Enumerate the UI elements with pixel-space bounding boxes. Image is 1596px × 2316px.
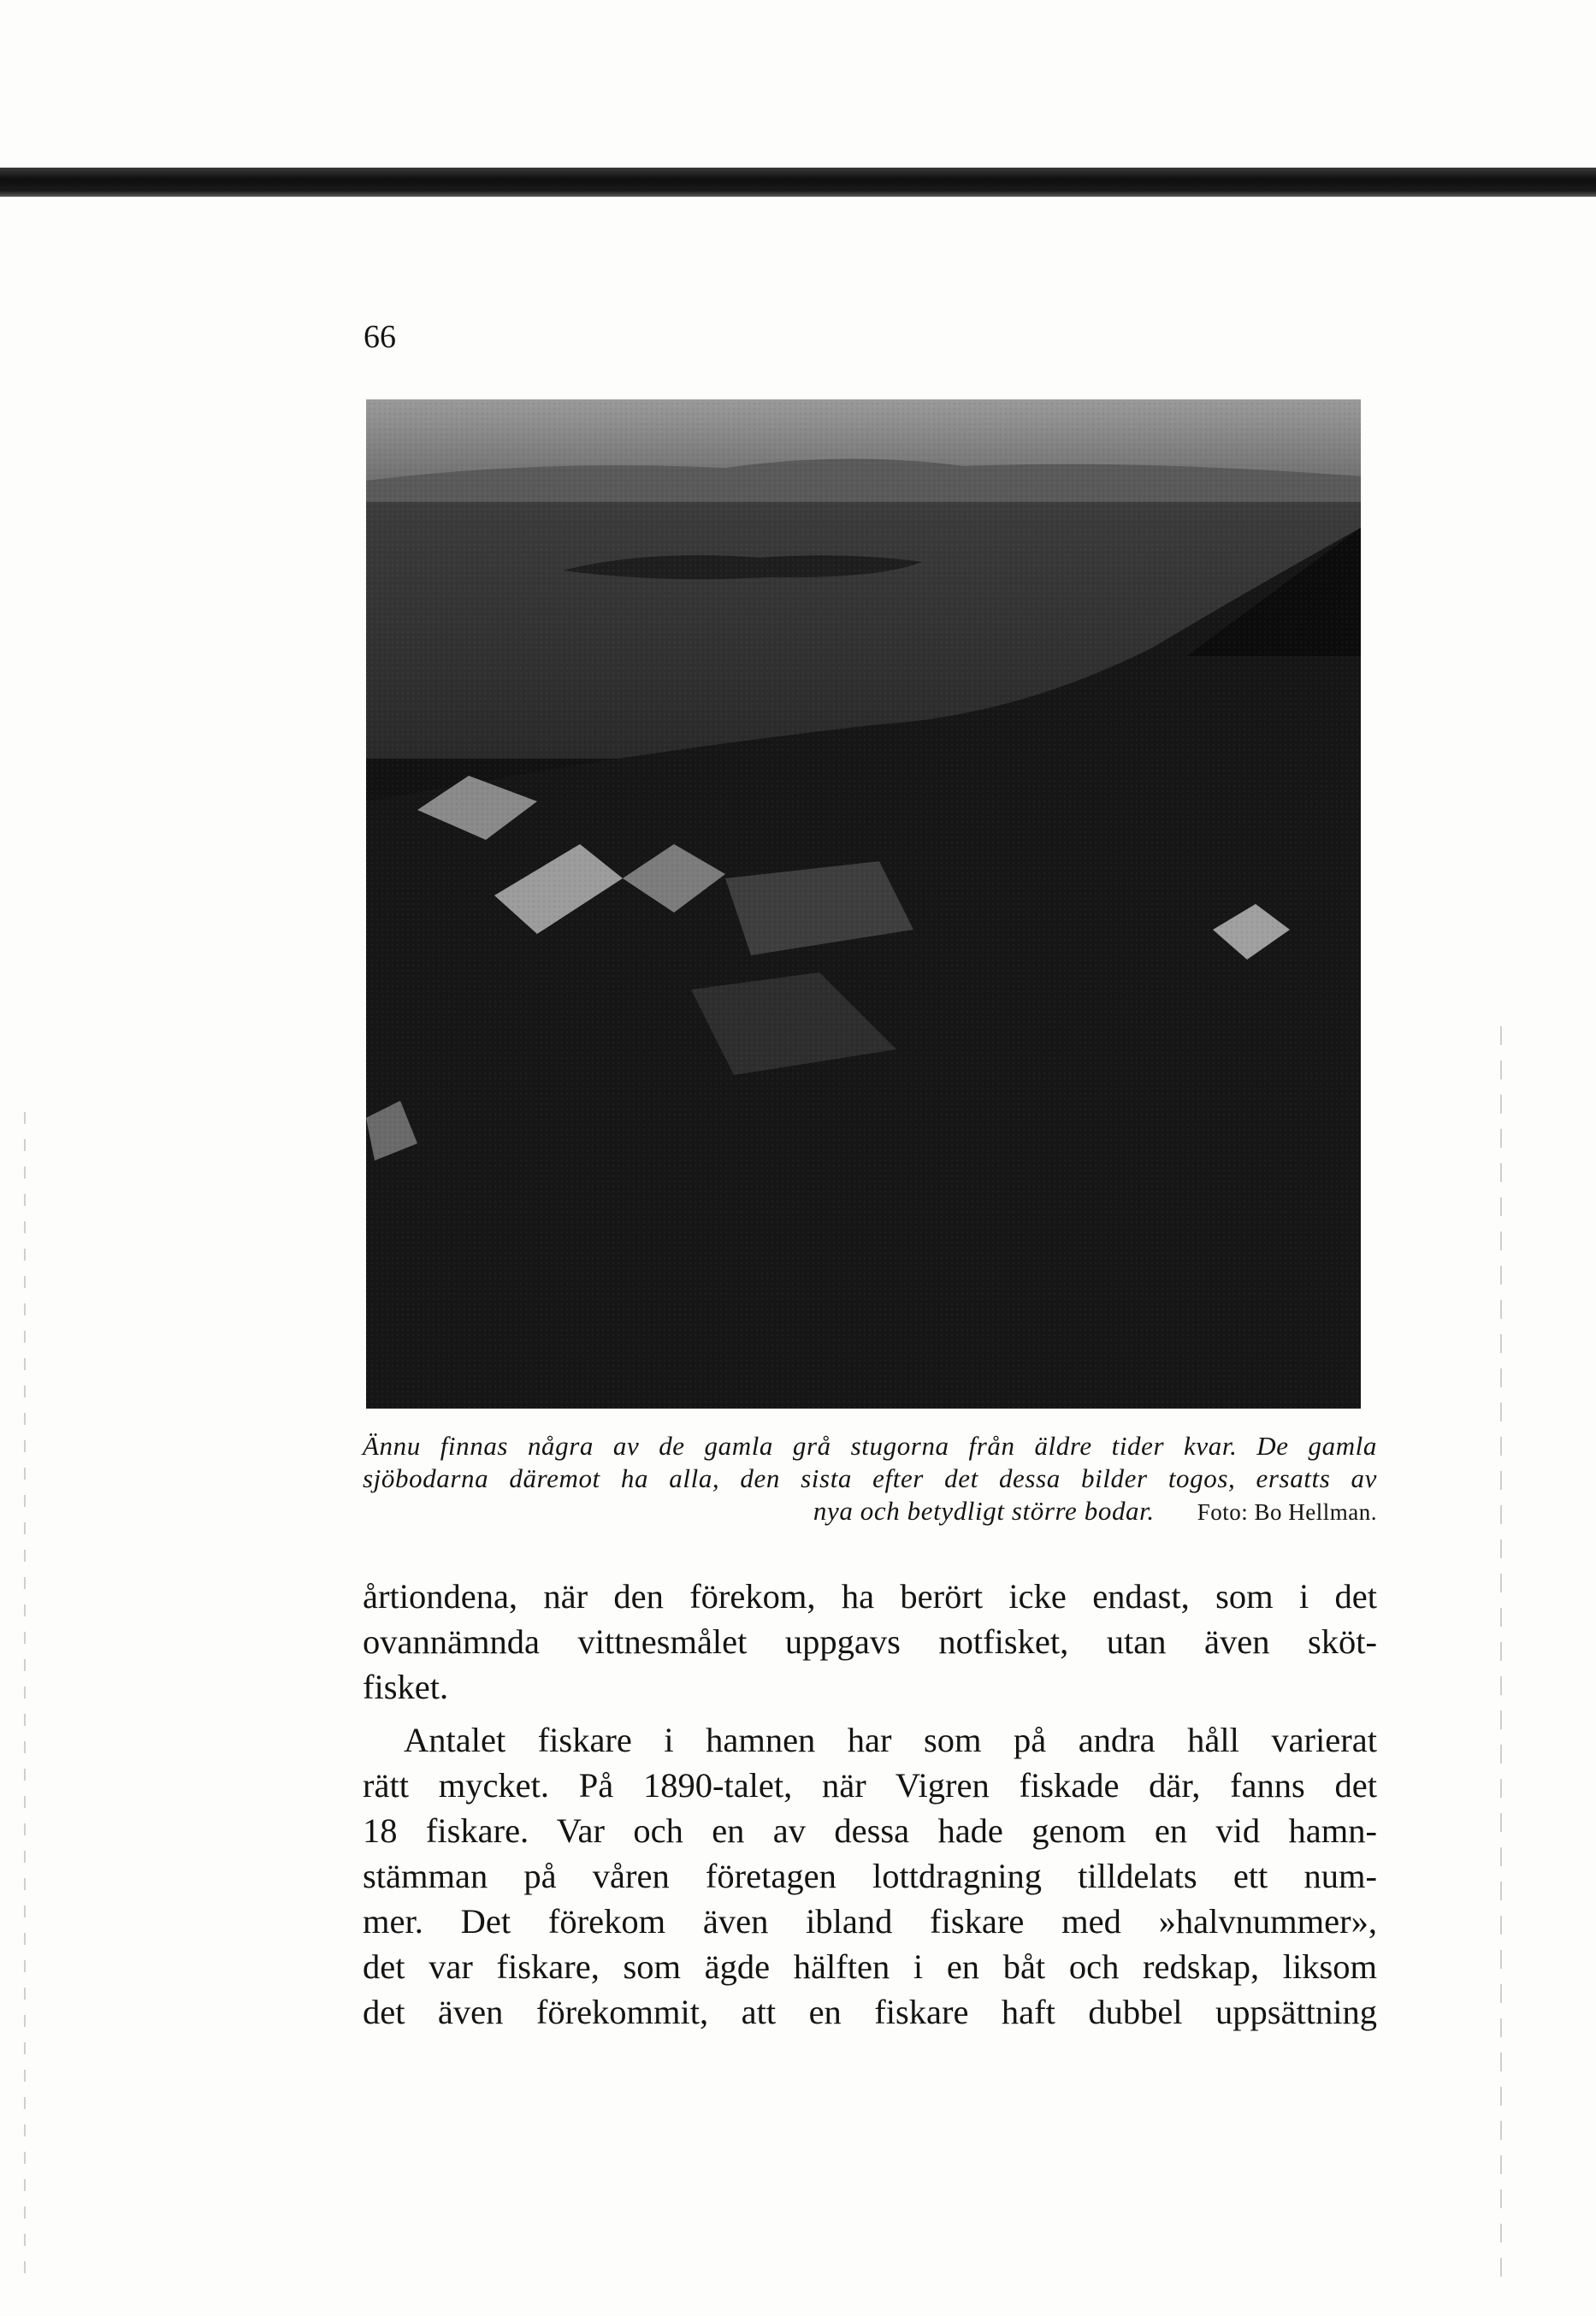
text-line: det var fiskare, som ägde hälften i en båt och redskap, liksom <box>363 1947 1377 1986</box>
photo-credit: Foto: Bo Hellman. <box>1197 1499 1377 1525</box>
caption-line: sjöbodarna däremot ha alla, den sista efter det dessa bilder togos, ersatts av <box>363 1463 1377 1493</box>
text-line: 18 fiskare. Var och en av dessa hade genom en vid hamn- <box>363 1811 1377 1850</box>
text-line: mer. Det förekom även ibland fiskare med »halvnummer», <box>363 1902 1377 1941</box>
photo-illustration <box>366 399 1361 1409</box>
harbor-village-photo <box>366 399 1361 1409</box>
text-line: ovannämnda vittnesmålet uppgavs notfisket, utan även sköt- <box>363 1622 1377 1661</box>
scan-left-margin-marks <box>24 1112 26 2275</box>
text-line: årtiondena, när den förekom, ha berört icke endast, som i det <box>363 1577 1377 1616</box>
scan-right-margin-marks <box>1500 1026 1502 2292</box>
text-line: rätt mycket. På 1890-talet, när Vigren fiskade där, fanns det <box>363 1766 1377 1805</box>
text-line: fisket. <box>363 1668 449 1706</box>
text-line: det även förekommit, att en fiskare haft dubbel uppsättning <box>363 1993 1377 2031</box>
text-line: stämman på våren företagen lottdragning tilldelats ett num- <box>363 1857 1377 1895</box>
caption-line: nya och betydligt större bodar. <box>813 1496 1155 1526</box>
caption-line: Ännu finnas några av de gamla grå stugorna från äldre tider kvar. De gamla <box>363 1431 1377 1461</box>
body-text <box>363 1574 1377 2035</box>
text-line: Antalet fiskare i hamnen har som på andra håll varierat <box>404 1721 1377 1759</box>
scan-top-edge-shadow <box>0 168 1596 197</box>
photo-caption <box>363 1430 1377 1528</box>
page-number: 66 <box>364 319 396 355</box>
caption-last-line <box>363 1495 1377 1528</box>
